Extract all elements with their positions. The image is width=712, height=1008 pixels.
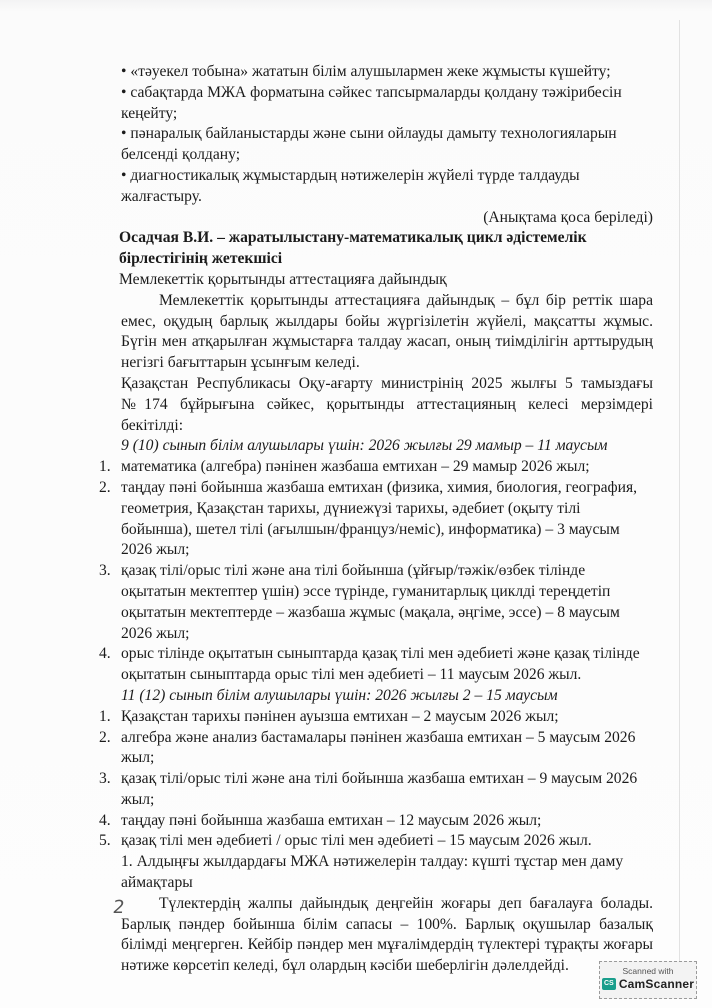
list-item [99, 644, 653, 686]
speaker-heading: Осадчая В.И. – жаратылыстану-математикалық цикл әдістемелік бірлестігінің жетекшісі [119, 229, 587, 268]
watermark-caption: Scanned with [622, 966, 674, 976]
item-text: Қазақстан тарихы пәнінен ауызша емтихан – 2 маусым 2026 жыл; [121, 707, 559, 725]
list-item [99, 728, 653, 770]
item-text: алгебра және анализ бастамалары пәнінен жазбаша емтихан – 5 маусым 2026 жыл; [121, 728, 636, 767]
item-text: математика (алгебра) пәнінен жазбаша емтихан – 29 мамыр 2026 жыл; [121, 458, 590, 476]
list-item [99, 707, 653, 728]
bullet-item: • пәнаралық байланыстарды және сыни ойлауды дамыту технологияларын белсенді қолдану; [121, 125, 617, 164]
intro-paragraph: Мемлекеттік қорытынды аттестацияға дайындық – бұл бір реттік шара емес, оқудың барлық жылдары бойы жүргізілетін жүйелі, мақсатты жұмыс. Бүгін мен атқарылған жұмыстарға талдау жасап, оның тиімділігін арттырудың негізгі бағыттарын ұсынғым келеді. [121, 291, 653, 372]
grade11-heading: 11 (12) сынып білім алушылары үшін: 2026 жылғы 2 – 15 маусым [121, 686, 558, 704]
grade9-exam-list [99, 457, 653, 686]
item-text: таңдау пәні бойынша жазбаша емтихан – 12 маусым 2026 жыл; [121, 811, 542, 829]
item-number: 4. [99, 645, 111, 663]
item-text: қазақ тілі/орыс тілі және ана тілі бойынша (ұйғыр/тәжік/өзбек тілінде оқытатын мектептер үшін) эссе түрінде, гуманитарлық циклді тереңдетіп оқытатын мектептерде – жазбаша жұмыс (мақала, әңгіме, эссе) – 8 маусым 2026 жыл; [121, 562, 620, 642]
camscanner-logo-icon: CS [602, 978, 616, 990]
list-item [99, 478, 653, 561]
watermark-brand-row [600, 977, 696, 991]
topic-title: Мемлекеттік қорытынды аттестацияға дайындық [119, 270, 447, 288]
camscanner-watermark [599, 961, 697, 999]
page-edge-shadow [679, 20, 680, 970]
item-number: 2. [99, 728, 111, 746]
grade9-heading: 9 (10) сынып білім алушылары үшін: 2026 жылғы 29 мамыр – 11 маусым [121, 437, 608, 455]
item-number: 1. [99, 707, 111, 725]
document-body [99, 62, 653, 977]
bullet-item: • «тәуекел тобына» жататын білім алушылармен жеке жұмысты күшейту; [121, 63, 611, 80]
section1-heading: 1. Алдыңғы жылдардағы МЖА нәтижелерін талдау: күшті тұстар мен даму аймақтары [121, 853, 624, 892]
decree-paragraph: Қазақстан Республикасы Оқу-ағарту министрінің 2025 жылғы 5 тамыздағы №174 бұйрығына сәйкес, қорытынды аттестацияның келесі мерзімдері бекітілді: [121, 374, 653, 434]
bullet-item: • диагностикалық жұмыстардың нәтижелерін жүйелі түрде талдауды жалғастыру. [121, 166, 580, 205]
item-number: 3. [99, 562, 111, 580]
list-item [99, 811, 653, 832]
handwritten-page-number: 2 [111, 897, 126, 918]
results-paragraph: Түлектердің жалпы дайындық деңгейін жоғары деп бағалауға болады. Барлық пәндер бойынша білім сапасы – 100%. Барлық оқушылар базалық білімді меңгерген. Кейбір пәндер мен мұғалімдердің түлектері тұрақты жоғары нәтиже көрсетіп келеді, бұл олардың кәсіби шеберлігін дәлелдейді. [121, 894, 653, 975]
list-item [99, 457, 653, 478]
list-item [99, 561, 653, 644]
item-text: таңдау пәні бойынша жазбаша емтихан (физика, химия, биология, география, геометрия, Қазақстан тарихы, дүниежүзі тарихы, әдебиет (оқыту тілі бойынша), шетел тілі (ағылшын/француз/неміс), информатика) – 3 маусым 2026 жыл; [121, 478, 638, 559]
item-number: 3. [99, 770, 111, 788]
list-item [99, 831, 653, 852]
item-text: қазақ тілі мен әдебиеті / орыс тілі мен әдебиеті – 15 маусым 2026 жыл. [121, 832, 592, 850]
item-number: 4. [99, 811, 111, 829]
item-text: қазақ тілі/орыс тілі және ана тілі бойынша жазбаша емтихан – 9 маусым 2026 жыл; [121, 770, 638, 808]
item-text: орыс тілінде оқытатын сыныптарда қазақ тілі мен әдебиеті және қазақ тілінде оқытатын сыныптарда орыс тілі мен әдебиеті – 11 маусым 2026 жыл. [121, 645, 640, 684]
item-number: 1. [99, 458, 111, 476]
recommendations-list [121, 62, 653, 208]
list-item [99, 769, 653, 811]
item-number: 2. [99, 478, 111, 496]
watermark-brand: CamScanner [618, 977, 695, 991]
attachment-note: (Анықтама қоса беріледі) [483, 208, 653, 226]
item-number: 5. [99, 832, 111, 850]
grade11-exam-list [99, 707, 653, 853]
bullet-item: • сабақтарда МЖА форматына сәйкес тапсырмаларды қолдану тәжірибесін кеңейту; [121, 83, 622, 122]
